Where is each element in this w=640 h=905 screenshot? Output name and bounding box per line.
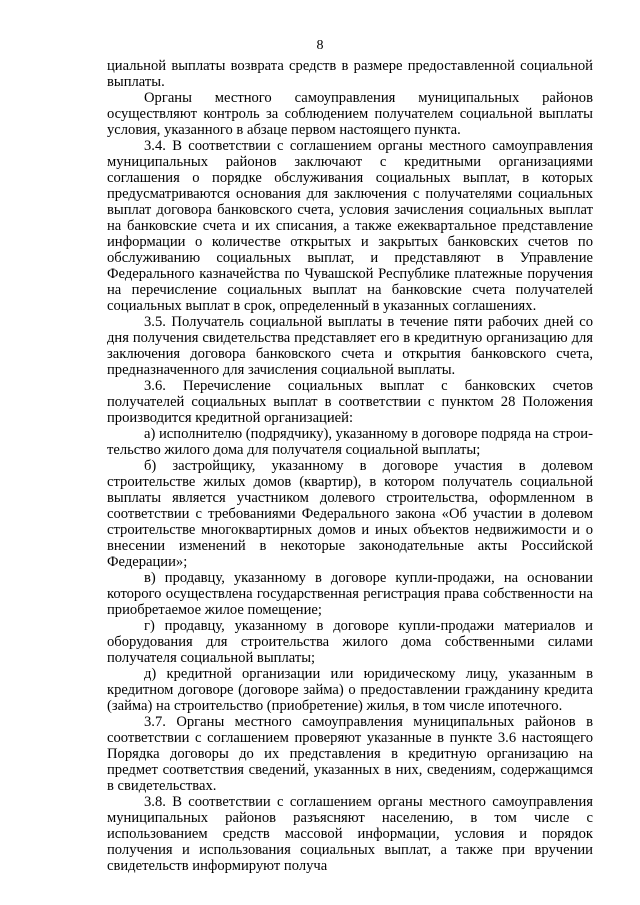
list-item-g: г) продавцу, указанному в договоре купли-продажи материалов и оборудования для строительства жилого дома собственными силами получателя социальной выплаты;: [107, 618, 593, 666]
paragraph-3-7: 3.7. Органы местного самоуправления муниципальных районов в соответствии с соглашением проверяют указанные в пункте 3.6 настоящего Порядка договоры до их представления в кредитную организацию на предмет соответствия сведений, указанных в них, сведениям, содержащимся в свидетельствах.: [107, 714, 593, 794]
paragraph-3-5: 3.5. Получатель социальной выплаты в течение пяти рабочих дней со дня получения свидетельства представляет его в кредитную организацию для заключения договора банковского счета и открытия банковского счета, предназначенного для зачисления социальной выплаты.: [107, 314, 593, 378]
paragraph-continuation: циальной выплаты возврата средств в размере предоставленной социальной выплаты.: [107, 58, 593, 90]
page-number: 8: [316, 38, 324, 53]
paragraph-3-6: 3.6. Перечисление социальных выплат с банковских счетов получателей социальных выплат в соответствии с пунктом 28 Положения производится кредитной организацией:: [107, 378, 593, 426]
document-body: [107, 58, 593, 874]
list-item-a: а) исполнителю (подрядчику), указанному в договоре подряда на строительство жилого дома для получателя социальной выплаты;: [107, 426, 593, 458]
paragraph-3-8: 3.8. В соответствии с соглашением органы местного самоуправления муниципальных районов разъясняют населению, в том числе с использованием средств массовой информации, условия и порядок получения и использования социальных выплат, а также при вручении свидетельств информируют получа: [107, 794, 593, 874]
paragraph-3-4: 3.4. В соответствии с соглашением органы местного самоуправления муниципальных районов заключают с кредитными организациями соглашения о порядке обслуживания социальных выплат, в которых предусматриваются основания для заключения с получателями социальных выплат договора банковского счета, условия зачисления социальных выплат на банковские счета и их списания, а также ежеквартальное представление информации о количестве открытых и закрытых банковских счетов по обслуживанию социальных выплат, и представляют в Управление Федерального казначейства по Чувашской Республике платежные поручения на перечисление социальных выплат на банковские счета получателей социальных выплат в срок, определенный в указанных соглашениях.: [107, 138, 593, 314]
list-item-b: б) застройщику, указанному в договоре участия в долевом строительстве жилых домов (квартир), в котором получатель социальной выплаты является участником долевого строительства, оформленном в соответствии с требованиями Федерального закона «Об участии в долевом строительстве многоквартирных домов и иных объектов недвижимости и о внесении изменений в некоторые законодательные акты Российской Федерации»;: [107, 458, 593, 570]
list-item-v: в) продавцу, указанному в договоре купли-продажи, на основании которого осуществлена государственная регистрация права собственности на приобретаемое жилое помещение;: [107, 570, 593, 618]
paragraph-control: Органы местного самоуправления муниципальных районов осуществляют контроль за соблюдением получателем социальной выплаты условия, указанного в абзаце первом настоящего пункта.: [107, 90, 593, 138]
list-item-d: д) кредитной организации или юридическому лицу, указанным в кредитном договоре (договоре займа) о предоставлении гражданину кредита (займа) на строительство (приобретение) жилья, в том числе ипотечного.: [107, 666, 593, 714]
